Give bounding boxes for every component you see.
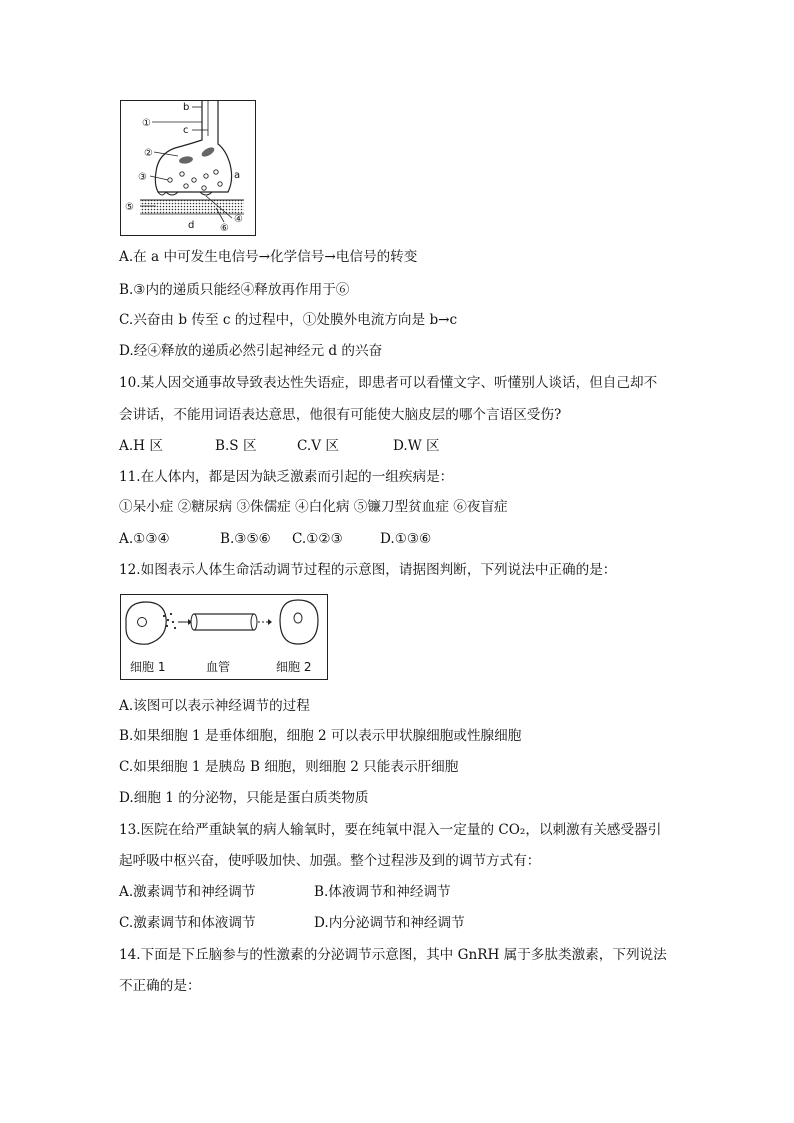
q10-option-d: D.W 区 (393, 438, 440, 454)
label-circled-3: ③ (138, 172, 147, 183)
q11-option-d: D.①③⑥ (380, 531, 432, 547)
q14-stem-line2: 不正确的是： (119, 978, 201, 994)
q13-stem-line1: 13.医院在给严重缺氧的病人输氧时，要在纯氧中混入一定量的 CO₂，以刺激有关感受器引 (119, 822, 662, 838)
synapse-figure (120, 100, 256, 236)
q12-option-b: B.如果细胞 1 是垂体细胞，细胞 2 可以表示甲状腺细胞或性腺细胞 (119, 728, 522, 744)
q9-option-c: C.兴奋由 b 传至 c 的过程中，①处膜外电流方向是 b→c (119, 312, 458, 328)
postsynaptic-membrane (140, 200, 244, 214)
label-c: c (183, 125, 189, 136)
q13-option-a: A.激素调节和神经调节 (119, 884, 256, 900)
q13-options-row2 (119, 914, 465, 932)
label-circled-4: ④ (234, 214, 243, 225)
q9-option-a: A.在 a 中可发生电信号→化学信号→电信号的转变 (119, 249, 418, 265)
q13-option-c: C.激素调节和体液调节 (119, 915, 256, 931)
q10-stem-line2: 会讲话，不能用词语表达意思，他很有可能使大脑皮层的哪个言语区受伤? (119, 407, 562, 423)
q12-stem: 12.如图表示人体生命活动调节过程的示意图，请据图判断，下列说法中正确的是： (119, 562, 617, 578)
q9-option-b: B.③内的递质只能经④释放再作用于⑥ (119, 282, 350, 298)
q13-options-row1 (119, 883, 451, 901)
q14-stem-line1: 14.下面是下丘脑参与的性激素的分泌调节示意图，其中 GnRH 属于多肽类激素，下列说法 (119, 947, 667, 963)
blood-vessel (194, 614, 254, 630)
q13-stem-line2: 起呼吸中枢兴奋，使呼吸加快、加强。整个过程涉及到的调节方式有： (119, 853, 541, 869)
q11-stem: 11.在人体内，都是因为缺乏激素而引起的一组疾病是： (119, 469, 454, 485)
q10-stem-line1: 10.某人因交通事故导致表达性失语症，即患者可以看懂文字、听懂别人谈话，但自己却不 (119, 375, 658, 391)
hormone-diagram (120, 594, 328, 680)
label-b: b (183, 102, 190, 113)
q12-option-d: D.细胞 1 的分泌物，只能是蛋白质类物质 (119, 790, 369, 806)
label-circled-2: ② (144, 148, 153, 159)
q9-option-d: D.经④释放的递质必然引起神经元 d 的兴奋 (119, 343, 383, 359)
label-circled-1: ① (142, 118, 151, 129)
q10-option-b: B.S 区 (215, 438, 257, 454)
cell-1-label: 细胞 1 (130, 660, 166, 674)
synapse-diagram (120, 100, 256, 236)
q10-option-a: A.H 区 (119, 438, 163, 454)
label-a: a (234, 170, 241, 181)
q13-option-d: D.内分泌调节和神经调节 (314, 915, 465, 931)
label-circled-5: ⑤ (125, 202, 134, 213)
q11-option-a: A.①③④ (119, 531, 170, 547)
q11-items: ①呆小症 ②糖尿病 ③侏儒症 ④白化病 ⑤镰刀型贫血症 ⑥夜盲症 (119, 499, 508, 515)
label-d: d (188, 220, 195, 231)
q13-option-b: B.体液调节和神经调节 (314, 884, 451, 900)
q12-option-c: C.如果细胞 1 是胰岛 B 细胞，则细胞 2 只能表示肝细胞 (119, 759, 459, 775)
label-circled-6: ⑥ (220, 223, 229, 234)
q11-option-c: C.①②③ (292, 531, 343, 547)
cell-2-label: 细胞 2 (276, 660, 312, 674)
q12-option-a: A.该图可以表示神经调节的过程 (119, 698, 310, 714)
hormone-figure (120, 594, 328, 680)
q11-options (119, 530, 431, 548)
q11-option-b: B.③⑤⑥ (220, 531, 271, 547)
q10-options (119, 437, 440, 455)
vessel-label: 血管 (206, 660, 231, 674)
q10-option-c: C.V 区 (297, 438, 339, 454)
